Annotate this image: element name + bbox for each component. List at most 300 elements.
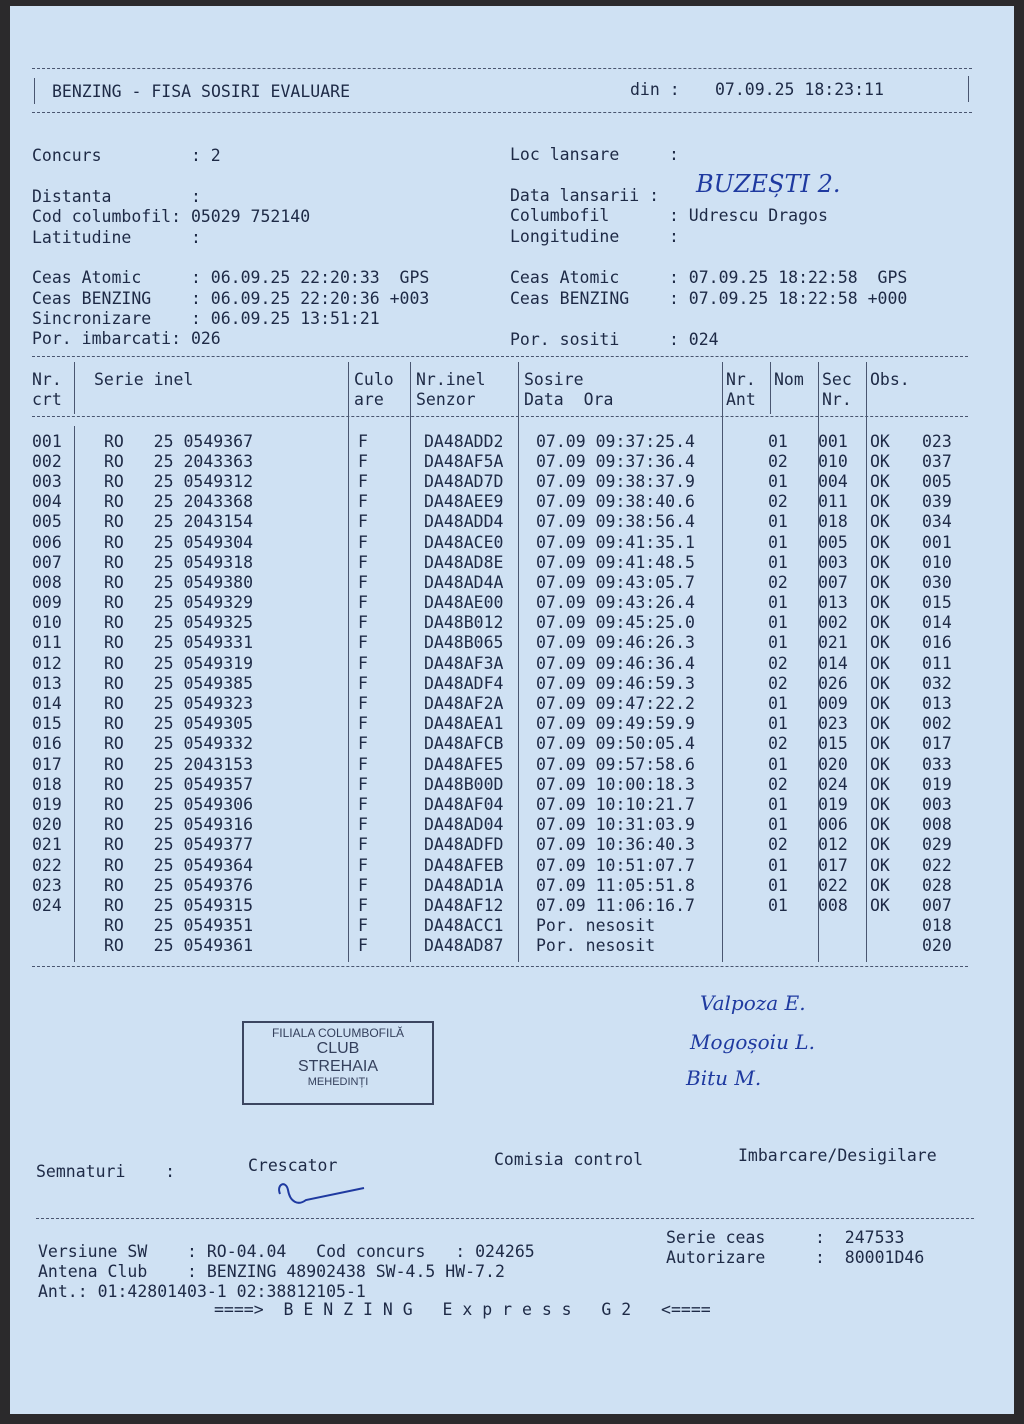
- row-ring: RO 25 0549377: [104, 835, 254, 855]
- club-stamp: [242, 1021, 434, 1105]
- row-ring: RO 25 0549361: [104, 936, 254, 956]
- row-obs: 030: [922, 572, 952, 592]
- row-obs: 015: [922, 593, 952, 613]
- row-obs: 016: [922, 633, 952, 653]
- row-nom: 019: [818, 794, 848, 814]
- row-antenna: 02: [768, 451, 788, 471]
- table-row: [32, 936, 982, 956]
- versiune-line: Versiune SW : RO-04.04 Cod concurs : 024265: [38, 1242, 535, 1261]
- row-arrival: Por. nesosit: [536, 916, 656, 936]
- header-left-border: [34, 78, 35, 104]
- row-arrival: 07.09 09:47:22.2: [536, 694, 695, 714]
- comisia-control-label: Comisia control: [494, 1150, 644, 1169]
- ant-line: Ant.: 01:42801403-1 02:38812105-1: [38, 1282, 366, 1301]
- row-sensor: DA48ADD4: [424, 512, 504, 532]
- col-data-ora: Data Ora: [524, 390, 614, 409]
- row-nr: [32, 916, 74, 936]
- row-sec: [866, 936, 918, 956]
- row-antenna: [740, 916, 816, 936]
- row-obs: 022: [922, 855, 952, 875]
- row-arrival: 07.09 10:31:03.9: [536, 815, 695, 835]
- row-nom: 023: [818, 714, 848, 734]
- row-sensor: DA48ADF4: [424, 673, 504, 693]
- row-arrival: 07.09 09:38:37.9: [536, 471, 695, 491]
- row-nr: 007: [32, 552, 62, 572]
- row-nom: 014: [818, 653, 848, 673]
- row-arrival: 07.09 10:00:18.3: [536, 774, 695, 794]
- row-nom: 002: [818, 613, 848, 633]
- row-arrival: 07.09 09:38:56.4: [536, 512, 695, 532]
- table-header-bottom-rule: [32, 416, 968, 417]
- loc-lansare-line: Loc lansare :: [510, 145, 679, 164]
- report-title: BENZING - FISA SOSIRI EVALUARE: [52, 82, 351, 101]
- row-sex: F: [358, 492, 368, 512]
- table-row: [32, 895, 982, 915]
- row-sec: OK: [870, 653, 890, 673]
- row-sex: F: [358, 673, 368, 693]
- row-ring: RO 25 0549329: [104, 593, 254, 613]
- col-nr-ant-1: Nr.: [726, 370, 756, 389]
- table-bottom-rule: [32, 966, 968, 967]
- row-sex: F: [358, 633, 368, 653]
- table-header-top-rule: [32, 356, 968, 357]
- row-sex: F: [358, 734, 368, 754]
- antena-line: Antena Club : BENZING 48902438 SW-4.5 HW-7.2: [38, 1262, 505, 1281]
- row-sec: OK: [870, 613, 890, 633]
- header-right-border: [968, 76, 969, 102]
- col-sosire: Sosire: [524, 370, 584, 389]
- row-nom: 021: [818, 633, 848, 653]
- row-nom: 010: [818, 451, 848, 471]
- table-row: [32, 855, 982, 875]
- row-ring: RO 25 2043154: [104, 512, 254, 532]
- table-row: [32, 633, 982, 653]
- row-obs: 008: [922, 815, 952, 835]
- row-arrival: 07.09 10:51:07.7: [536, 855, 695, 875]
- row-sex: F: [358, 895, 368, 915]
- row-arrival: 07.09 09:46:36.4: [536, 653, 695, 673]
- row-sensor: DA48AD4A: [424, 572, 504, 592]
- sep-1a: [74, 362, 75, 414]
- row-sex: F: [358, 754, 368, 774]
- row-ring: RO 25 0549351: [104, 916, 254, 936]
- row-sec: OK: [870, 694, 890, 714]
- row-obs: 007: [922, 895, 952, 915]
- row-sec: OK: [870, 875, 890, 895]
- row-antenna: 02: [768, 774, 788, 794]
- table-row: [32, 673, 982, 693]
- row-arrival: 07.09 09:50:05.4: [536, 734, 695, 754]
- row-nom: 013: [818, 593, 848, 613]
- row-nr: 016: [32, 734, 62, 754]
- row-nom: 015: [818, 734, 848, 754]
- row-nom: 017: [818, 855, 848, 875]
- row-obs: 002: [922, 714, 952, 734]
- row-sex: F: [358, 774, 368, 794]
- col-sec-2: Nr.: [822, 390, 852, 409]
- col-sec-1: Sec: [822, 370, 852, 389]
- row-ring: RO 25 0549305: [104, 714, 254, 734]
- ceas-benzing-end: Ceas BENZING : 07.09.25 18:22:58 +000: [510, 289, 908, 308]
- row-sensor: DA48AF04: [424, 794, 504, 814]
- row-sex: F: [358, 613, 368, 633]
- table-row: [32, 572, 982, 592]
- row-sex: F: [358, 471, 368, 491]
- footer-rule: [36, 1218, 974, 1219]
- row-sec: OK: [870, 673, 890, 693]
- row-ring: RO 25 0549332: [104, 734, 254, 754]
- row-nr: 018: [32, 774, 62, 794]
- row-sensor: DA48AD87: [424, 936, 504, 956]
- row-sensor: DA48AFEB: [424, 855, 504, 875]
- row-sex: F: [358, 916, 368, 936]
- row-nom: 012: [818, 835, 848, 855]
- row-nom: 009: [818, 694, 848, 714]
- row-nom: [816, 916, 866, 936]
- row-antenna: 01: [768, 794, 788, 814]
- row-ring: RO 25 2043153: [104, 754, 254, 774]
- row-sensor: DA48ADFD: [424, 835, 504, 855]
- concurs-line: Concurs : 2: [32, 146, 221, 165]
- crescator-label: Crescator: [248, 1156, 338, 1175]
- row-antenna: 01: [768, 532, 788, 552]
- por-imbarcati-line: Por. imbarcati: 026: [32, 329, 221, 348]
- header-bottom-rule: [32, 112, 972, 113]
- row-ring: RO 25 0549316: [104, 815, 254, 835]
- row-sex: F: [358, 815, 368, 835]
- row-ring: RO 25 0549367: [104, 431, 254, 451]
- row-nr: 012: [32, 653, 62, 673]
- row-antenna: 02: [768, 492, 788, 512]
- row-ring: RO 25 0549380: [104, 572, 254, 592]
- row-sensor: DA48AEE9: [424, 492, 504, 512]
- stamp-line-2: CLUB: [316, 1040, 360, 1057]
- row-sensor: DA48AF5A: [424, 451, 504, 471]
- printout-sheet: [10, 6, 1014, 1414]
- latitudine-line: Latitudine :: [32, 228, 201, 247]
- row-sensor: DA48AD7D: [424, 471, 504, 491]
- row-sec: OK: [870, 471, 890, 491]
- table-row: [32, 875, 982, 895]
- table-row: [32, 774, 982, 794]
- col-senzor: Senzor: [416, 390, 476, 409]
- table-row: [32, 492, 982, 512]
- table-row: [32, 653, 982, 673]
- row-arrival: 07.09 09:46:26.3: [536, 633, 695, 653]
- row-ring: RO 25 0549385: [104, 673, 254, 693]
- row-nr: 022: [32, 855, 62, 875]
- row-antenna: 01: [768, 512, 788, 532]
- row-sec: OK: [870, 734, 890, 754]
- row-nr: 005: [32, 512, 62, 532]
- row-sex: F: [358, 855, 368, 875]
- table-row: [32, 835, 982, 855]
- row-sex: F: [358, 653, 368, 673]
- row-antenna: 02: [768, 734, 788, 754]
- row-sec: OK: [870, 815, 890, 835]
- row-nom: 020: [818, 754, 848, 774]
- row-sec: OK: [870, 774, 890, 794]
- row-sensor: DA48B012: [424, 613, 504, 633]
- row-antenna: 01: [768, 855, 788, 875]
- row-obs: 003: [922, 794, 952, 814]
- row-obs: 037: [922, 451, 952, 471]
- row-antenna: 01: [768, 471, 788, 491]
- row-obs: 020: [922, 936, 952, 956]
- table-row: [32, 693, 982, 713]
- row-sec: OK: [870, 532, 890, 552]
- longitudine-line: Longitudine :: [510, 227, 679, 246]
- row-nom: 022: [818, 875, 848, 895]
- columbofil-line: Columbofil : Udrescu Dragos: [510, 206, 828, 225]
- row-sex: F: [358, 451, 368, 471]
- row-sex: F: [358, 512, 368, 532]
- header-top-rule: [32, 68, 972, 69]
- commission-signature-2: Mogoșoiu L.: [690, 1030, 815, 1054]
- row-nom: 005: [818, 532, 848, 552]
- row-nom: [816, 936, 866, 956]
- row-sex: F: [358, 552, 368, 572]
- row-antenna: [740, 936, 816, 956]
- row-sensor: DA48AEA1: [424, 714, 504, 734]
- row-sensor: DA48AD04: [424, 815, 504, 835]
- row-nr: 021: [32, 835, 62, 855]
- row-sensor: DA48AF2A: [424, 694, 504, 714]
- row-antenna: 02: [768, 835, 788, 855]
- ceas-atomic-end: Ceas Atomic : 07.09.25 18:22:58 GPS: [510, 268, 908, 287]
- row-sec: OK: [870, 492, 890, 512]
- row-arrival: 07.09 09:37:36.4: [536, 451, 695, 471]
- row-obs: 010: [922, 552, 952, 572]
- row-arrival: 07.09 09:49:59.9: [536, 714, 695, 734]
- col-nr-inel: Nr.inel: [416, 370, 486, 389]
- row-nom: 024: [818, 774, 848, 794]
- row-sec: OK: [870, 855, 890, 875]
- table-row: [32, 916, 982, 936]
- row-nom: 008: [818, 895, 848, 915]
- row-arrival: 07.09 09:57:58.6: [536, 754, 695, 774]
- row-nr: 014: [32, 694, 62, 714]
- row-ring: RO 25 0549323: [104, 694, 254, 714]
- row-obs: 011: [922, 653, 952, 673]
- row-nr: 011: [32, 633, 62, 653]
- semnaturi-label: Semnaturi :: [36, 1162, 176, 1181]
- col-obs: Obs.: [870, 370, 910, 389]
- row-nom: 003: [818, 552, 848, 572]
- row-ring: RO 25 0549357: [104, 774, 254, 794]
- row-sec: OK: [870, 794, 890, 814]
- row-nom: 006: [818, 815, 848, 835]
- row-nr: 008: [32, 572, 62, 592]
- stamp-line-4: MEHEDINȚI: [307, 1076, 369, 1088]
- report-date-label: din :: [630, 80, 680, 99]
- row-sensor: DA48AF3A: [424, 653, 504, 673]
- row-antenna: 01: [768, 431, 788, 451]
- row-obs: 028: [922, 875, 952, 895]
- row-obs: 001: [922, 532, 952, 552]
- row-nom: 004: [818, 471, 848, 491]
- row-sec: OK: [870, 572, 890, 592]
- row-sec: OK: [870, 633, 890, 653]
- row-nr: 006: [32, 532, 62, 552]
- row-obs: 014: [922, 613, 952, 633]
- row-obs: 033: [922, 754, 952, 774]
- row-nr: 001: [32, 431, 62, 451]
- row-ring: RO 25 2043363: [104, 451, 254, 471]
- row-nom: 018: [818, 512, 848, 532]
- row-antenna: 02: [768, 653, 788, 673]
- table-row: [32, 794, 982, 814]
- table-row: [32, 613, 982, 633]
- table-row: [32, 471, 982, 491]
- row-antenna: 01: [768, 694, 788, 714]
- row-sec: OK: [870, 512, 890, 532]
- imbarcare-label: Imbarcare/Desigilare: [738, 1146, 937, 1165]
- row-nom: 001: [818, 431, 848, 451]
- table-row: [32, 815, 982, 835]
- row-obs: 019: [922, 774, 952, 794]
- row-sex: F: [358, 694, 368, 714]
- row-arrival: 07.09 11:06:16.7: [536, 895, 695, 915]
- row-sec: OK: [870, 431, 890, 451]
- row-sex: F: [358, 532, 368, 552]
- row-obs: 005: [922, 471, 952, 491]
- row-ring: RO 25 0549318: [104, 552, 254, 572]
- row-sex: F: [358, 593, 368, 613]
- row-nr: 013: [32, 673, 62, 693]
- row-obs: 032: [922, 673, 952, 693]
- row-ring: RO 25 0549315: [104, 895, 254, 915]
- benzing-express-banner: ====> B E N Z I N G E x p r e s s G 2 <====: [214, 1300, 711, 1319]
- row-antenna: 01: [768, 714, 788, 734]
- row-arrival: 07.09 09:38:40.6: [536, 492, 695, 512]
- row-sex: F: [358, 936, 368, 956]
- row-antenna: 01: [768, 613, 788, 633]
- row-antenna: 01: [768, 815, 788, 835]
- row-antenna: 01: [768, 552, 788, 572]
- row-antenna: 01: [768, 895, 788, 915]
- table-row: [32, 754, 982, 774]
- row-ring: RO 25 0549376: [104, 875, 254, 895]
- row-arrival: 07.09 09:43:26.4: [536, 593, 695, 613]
- table-row: [32, 512, 982, 532]
- row-nom: 007: [818, 572, 848, 592]
- arrivals-table: [32, 431, 982, 956]
- row-obs: 034: [922, 512, 952, 532]
- row-arrival: 07.09 09:37:25.4: [536, 431, 695, 451]
- row-nr: 019: [32, 794, 62, 814]
- row-sec: [866, 916, 918, 936]
- row-obs: 017: [922, 734, 952, 754]
- row-sec: OK: [870, 754, 890, 774]
- col-serie-inel: Serie inel: [94, 370, 194, 389]
- row-sensor: DA48AD8E: [424, 552, 504, 572]
- row-sensor: DA48B065: [424, 633, 504, 653]
- distanta-line: Distanta :: [32, 187, 201, 206]
- row-ring: RO 25 0549304: [104, 532, 254, 552]
- row-sensor: DA48B00D: [424, 774, 504, 794]
- row-nr: 004: [32, 492, 62, 512]
- row-obs: 018: [922, 916, 952, 936]
- row-sex: F: [358, 714, 368, 734]
- row-sec: OK: [870, 714, 890, 734]
- row-sex: F: [358, 431, 368, 451]
- row-obs: 013: [922, 694, 952, 714]
- table-row: [32, 593, 982, 613]
- row-antenna: 01: [768, 754, 788, 774]
- serie-ceas-line: Serie ceas : 247533: [666, 1228, 905, 1247]
- report-date-value: 07.09.25 18:23:11: [715, 80, 884, 99]
- handwritten-release-place: BUZEȘTI 2.: [696, 170, 841, 198]
- row-sex: F: [358, 572, 368, 592]
- row-sex: F: [358, 875, 368, 895]
- row-arrival: Por. nesosit: [536, 936, 656, 956]
- table-row: [32, 451, 982, 471]
- row-antenna: 01: [768, 875, 788, 895]
- row-ring: RO 25 0549364: [104, 855, 254, 875]
- row-antenna: 02: [768, 673, 788, 693]
- row-obs: 039: [922, 492, 952, 512]
- col-nom: Nom: [774, 370, 804, 389]
- row-arrival: 07.09 09:43:05.7: [536, 572, 695, 592]
- row-antenna: 01: [768, 593, 788, 613]
- row-ring: RO 25 0549325: [104, 613, 254, 633]
- row-sec: OK: [870, 593, 890, 613]
- table-row: [32, 431, 982, 451]
- row-nr: 017: [32, 754, 62, 774]
- row-sex: F: [358, 794, 368, 814]
- stamp-line-3: STREHAIA: [297, 1058, 378, 1075]
- row-sensor: DA48AFCB: [424, 734, 504, 754]
- row-nom: 026: [818, 673, 848, 693]
- commission-signature-3: Bitu M.: [686, 1066, 762, 1090]
- row-arrival: 07.09 11:05:51.8: [536, 875, 695, 895]
- row-obs: 029: [922, 835, 952, 855]
- por-sositi-line: Por. sositi : 024: [510, 330, 719, 349]
- row-nr: 015: [32, 714, 62, 734]
- row-sensor: DA48AFE5: [424, 754, 504, 774]
- row-arrival: 07.09 09:41:35.1: [536, 532, 695, 552]
- row-nr: 003: [32, 471, 62, 491]
- row-ring: RO 25 0549319: [104, 653, 254, 673]
- row-sex: F: [358, 835, 368, 855]
- col-crt: crt: [32, 390, 62, 409]
- table-row: [32, 734, 982, 754]
- row-antenna: 02: [768, 572, 788, 592]
- row-sensor: DA48ACC1: [424, 916, 504, 936]
- row-arrival: 07.09 10:10:21.7: [536, 794, 695, 814]
- col-culoare-2: are: [354, 390, 384, 409]
- ceas-benzing-start: Ceas BENZING : 06.09.25 22:20:36 +003: [32, 289, 430, 308]
- cod-columbofil-line: Cod columbofil: 05029 752140: [32, 207, 311, 226]
- commission-signature-1: Valpoza E.: [700, 991, 806, 1015]
- row-antenna: 01: [768, 633, 788, 653]
- row-arrival: 07.09 10:36:40.3: [536, 835, 695, 855]
- row-nr: [32, 936, 74, 956]
- row-ring: RO 25 0549306: [104, 794, 254, 814]
- data-lansarii-line: Data lansarii :: [510, 186, 660, 205]
- col-nr-ant-2: Ant: [726, 390, 756, 409]
- sincronizare-line: Sincronizare : 06.09.25 13:51:21: [32, 309, 380, 328]
- row-nr: 023: [32, 875, 62, 895]
- row-arrival: 07.09 09:41:48.5: [536, 552, 695, 572]
- row-nr: 020: [32, 815, 62, 835]
- row-nom: 011: [818, 492, 848, 512]
- row-nr: 024: [32, 895, 62, 915]
- breeder-signature: [272, 1176, 382, 1216]
- row-nr: 002: [32, 451, 62, 471]
- row-ring: RO 25 0549312: [104, 471, 254, 491]
